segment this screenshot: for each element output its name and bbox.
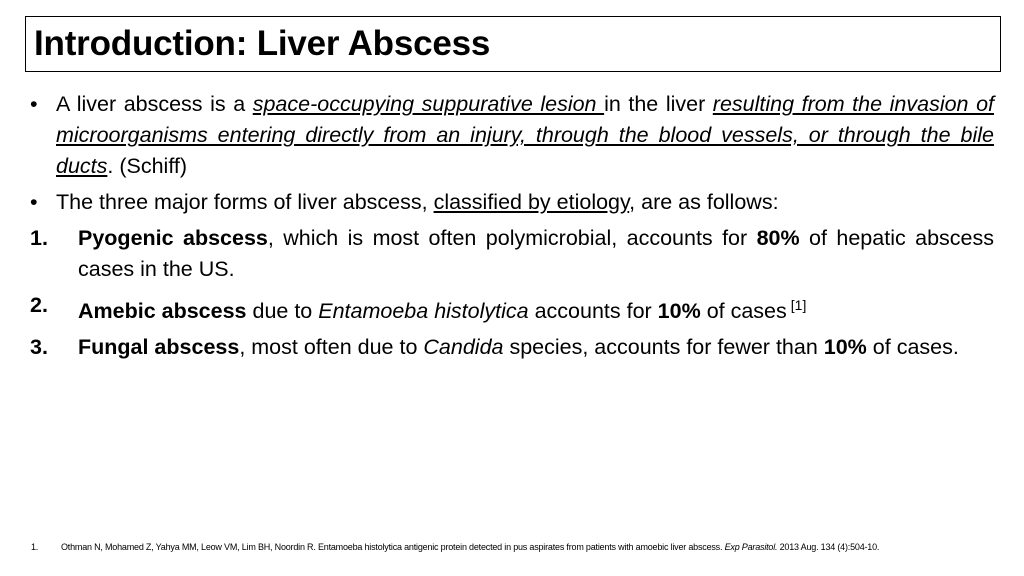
bold-run: 10% (657, 299, 701, 323)
bullet-item (30, 89, 994, 182)
footnote-text-run: 2013 Aug. 134 (4):504-10. (777, 542, 880, 552)
footnote-number: 1. (31, 542, 39, 552)
text-run: due to (246, 299, 319, 323)
bold-run: Amebic abscess (78, 299, 247, 323)
bullet-icon: • (30, 190, 38, 214)
citation-superscript: [1] (790, 297, 807, 313)
footnote-journal: Exp Parasitol. (724, 542, 778, 552)
text-run: in the liver (604, 92, 713, 116)
text-run: . (Schiff) (107, 154, 188, 178)
footnote-text-run: Othman N, Mohamed Z, Yahya MM, Leow VM, Lim BH, Noordin R. Entamoeba histolytica antigenic protein detected in pus aspirates from patients with amoebic liver abscess. (61, 542, 725, 552)
italic-run: Candida (423, 335, 504, 359)
bullet-item (30, 187, 994, 218)
numbered-item (30, 223, 994, 285)
text-run: , are as follows: (629, 190, 779, 214)
text-run: of cases (700, 299, 787, 323)
numbered-item (30, 290, 994, 327)
list-number: 3. (30, 335, 48, 359)
text-run: , most often due to (239, 335, 424, 359)
bullet-text (56, 92, 994, 178)
text-run: of hepatic abscess cases in the US. (78, 226, 994, 281)
slide-title: Introduction: Liver Abscess (34, 24, 491, 63)
title-box (25, 16, 1001, 72)
text-run: A liver abscess is a (56, 92, 253, 116)
footnote (31, 541, 879, 553)
underlined-italic-run: space-occupying suppurative lesion (252, 92, 605, 116)
bold-run: 80% (756, 226, 800, 250)
bullet-icon: • (30, 92, 38, 116)
text-run: species, accounts for fewer than (503, 335, 824, 359)
bold-run: Pyogenic abscess (78, 226, 268, 250)
numbered-text (78, 299, 806, 323)
slide-content (30, 89, 994, 368)
numbered-item (30, 332, 994, 363)
underlined-italic-run: resulting from the invasion of microorganisms entering directly from an injury, through the blood vessels, or through the bile ducts (56, 92, 994, 178)
numbered-text (78, 335, 959, 359)
text-run: accounts for (528, 299, 658, 323)
italic-run: Entamoeba histolytica (318, 299, 529, 323)
list-number: 2. (30, 293, 48, 317)
text-run: of cases. (866, 335, 959, 359)
underlined-run: classified by etiology (433, 190, 630, 214)
text-run: The three major forms of liver abscess, (56, 190, 434, 214)
text-run: , which is most often polymicrobial, accounts for (267, 226, 757, 250)
list-number: 1. (30, 226, 48, 250)
bullet-text (56, 190, 779, 214)
numbered-text (78, 226, 994, 281)
bold-run: 10% (823, 335, 867, 359)
bold-run: Fungal abscess (78, 335, 240, 359)
